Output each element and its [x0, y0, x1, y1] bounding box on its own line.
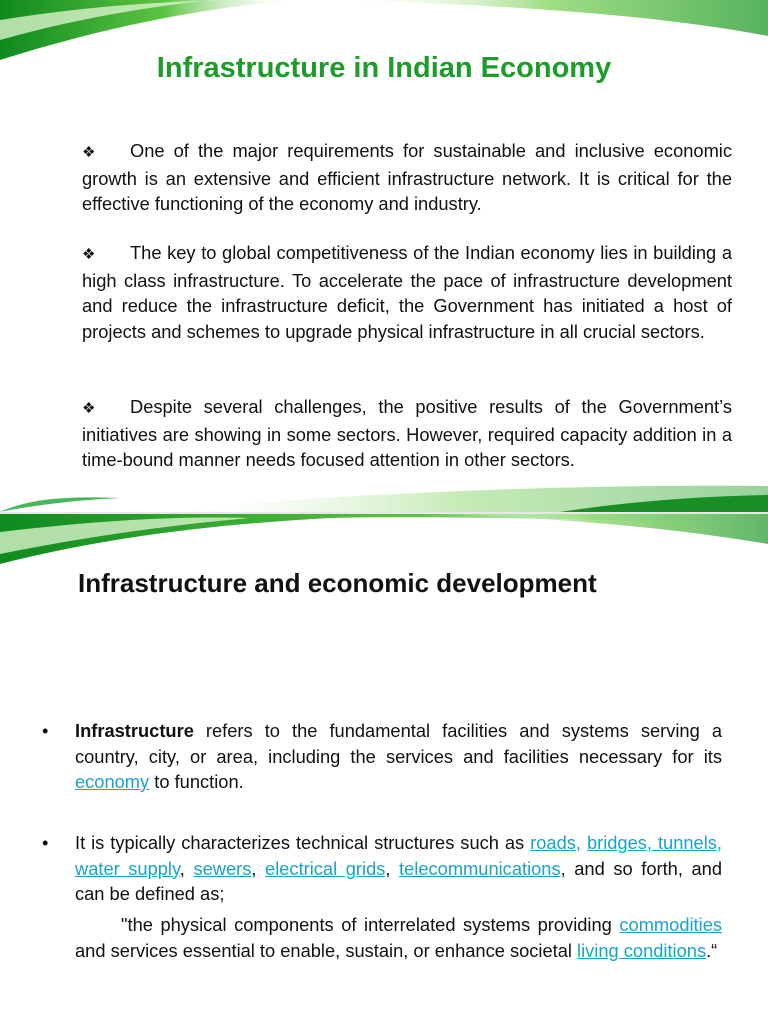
- bullet-dot-icon: •: [42, 832, 49, 853]
- slide-2: [0, 512, 768, 1024]
- diamond-bullet-icon: ❖: [82, 144, 96, 161]
- link-sewers[interactable]: sewers: [193, 857, 252, 879]
- bullet-technical-structures: • It is typically characterizes technical structures such as roads, bridges, tunnels, water supply, sewers, electrical grids, telecommunications, and so forth, and can be defined as;: [42, 832, 722, 904]
- link-roads[interactable]: roads,: [530, 832, 581, 853]
- diamond-bullet-icon: ❖: [82, 400, 96, 417]
- link-economy[interactable]: economy: [75, 771, 150, 792]
- bullet-dot-icon: •: [42, 720, 49, 741]
- slide-title: Infrastructure in Indian Economy: [156, 52, 612, 84]
- paragraph-competitiveness: ❖ The key to global competitiveness of the Indian economy lies in building a high class infrastructure. To accelerate the pace of infrastructure development and reduce the infrastructure deficit, the Government has initiated a host of projects and schemes to upgrade physical infrastructure in all crucial sectors.: [82, 242, 732, 342]
- diamond-bullet-icon: ❖: [82, 246, 96, 263]
- slide-1: [0, 0, 768, 512]
- definition-quote: "the physical components of interrelated systems providing commodities and services essential to enable, sustain, or enhance societal living conditions.“: [75, 914, 722, 961]
- term-infrastructure: Infrastructure: [75, 720, 194, 741]
- bullet-infrastructure-definition: • Infrastructure refers to the fundamental facilities and systems serving a country, city, or area, including the services and facilities necessary for its economy to function.: [42, 720, 722, 792]
- paragraph-challenges: ❖ Despite several challenges, the positive results of the Government’s initiatives are showing in some sectors. However, required capacity addition in a time-bound manner needs focused attention in other sectors.: [82, 396, 732, 470]
- link-electrical-grids[interactable]: electrical grids: [265, 857, 386, 879]
- link-commodities[interactable]: commodities: [619, 914, 722, 935]
- slide-title: Infrastructure and economic development: [78, 568, 597, 598]
- paragraph-requirements: ❖ One of the major requirements for sustainable and inclusive economic growth is an extensive and efficient infrastructure network. It is critical for the effective functioning of the economy and industry.: [82, 140, 732, 214]
- link-telecommunications[interactable]: telecommunications: [399, 857, 561, 879]
- link-bridges-tunnels-water-supply[interactable]: bridges, tunnels, water supply: [75, 832, 722, 879]
- fppt-watermark: fppt.com: [718, 562, 765, 574]
- link-living-conditions[interactable]: living conditions: [577, 939, 707, 961]
